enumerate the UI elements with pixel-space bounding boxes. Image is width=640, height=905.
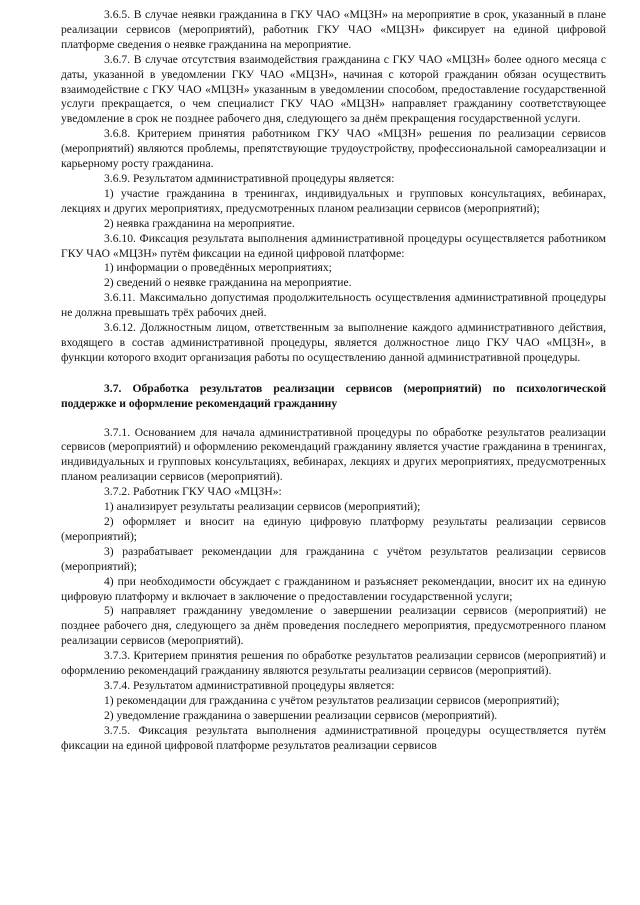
list-item-3-6-10-2: 2) сведений о неявке гражданина на мероприятие. [104,276,352,290]
paragraph-3-6-10: 3.6.10. Фиксация результата выполнения административной процедуры осуществляется работником ГКУ ЧАО «МЦЗН» путём фиксации на единой цифровой платформе: [61,231,606,260]
list-item-3-7-4-2: 2) уведомление гражданина о завершении реализации сервисов (мероприятий). [104,708,498,722]
list-item-3-6-9-1: 1) участие гражданина в тренингах, индивидуальных и групповых консультациях, вебинарах, лекциях и других мероприятиях, предусмотренных планом реализации сервисов (мероприятий); [61,186,606,215]
list-item-3-7-2-4: 4) при необходимости обсуждает с гражданином и разъясняет рекомендации, вносит их на единую цифровую платформу и включает в заключение о предоставлении государственной услуги; [61,574,606,603]
paragraph-3-6-11: 3.6.11. Максимально допустимая продолжительность осуществления административной процедуры не должна превышать трёх рабочих дней. [61,291,606,320]
paragraph-3-6-9: 3.6.9. Результатом административной процедуры является: [104,171,395,185]
list-item-3-6-10-1: 1) информации о проведённых мероприятиях; [104,261,332,275]
paragraph-3-6-5: 3.6.5. В случае неявки гражданина в ГКУ ЧАО «МЦЗН» на мероприятие в срок, указанный в плане реализации сервисов (мероприятий), работник ГКУ ЧАО «МЦЗН» фиксирует на единой цифровой платформе сведения о неявке гражданина на мероприятие. [61,8,606,51]
section-spacer [61,412,606,426]
list-item-3-7-2-2: 2) оформляет и вносит на единую цифровую платформу результаты реализации сервисов (мероприятий); [61,515,606,543]
paragraph-3-6-7: 3.6.7. В случае отсутствия взаимодействия гражданина с ГКУ ЧАО «МЦЗН» более одного месяца с даты, указанной в уведомлении ГКУ ЧАО «МЦЗН», начиная с которой гражданин обязан осуществить взаимодействие с ГКУ ЧАО «МЦЗН» указанным в уведомлении способом, предоставление государственной услуги прекращается, о чем специалист ГКУ ЧАО «МЦЗН» направляет гражданину соответствующее уведомление в срок не позднее рабочего дня, следующего за днём прекращения государственной услуги. [61,52,606,126]
paragraph-3-7-3: 3.7.3. Критерием принятия решения по обработке результатов реализации сервисов (мероприятий) и оформлению рекомендаций гражданину являются результаты реализации сервисов (мероприятий). [61,649,606,678]
list-item-3-6-9-2: 2) неявка гражданина на мероприятие. [104,216,295,230]
paragraph-3-7-2: 3.7.2. Работник ГКУ ЧАО «МЦЗН»: [104,485,282,499]
paragraph-3-7-1: 3.7.1. Основанием для начала административной процедуры по обработке результатов реализации сервисов (мероприятий) и оформлению рекомендаций гражданину является участие гражданина в тренингах, индивидуальных и групповых консультациях, вебинарах, лекциях и других мероприятиях, предусмотренных планом реализации сервисов (мероприятий). [61,425,606,484]
paragraph-3-7-5: 3.7.5. Фиксация результата выполнения административной процедуры осуществляется путём фиксации на единой цифровой платформе результатов реализации сервисов [61,723,606,752]
section-heading-3-7: 3.7. Обработка результатов реализации сервисов (мероприятий) по психологической поддержке и оформление рекомендаций гражданину [61,381,606,410]
paragraph-3-6-12: 3.6.12. Должностным лицом, ответственным за выполнение каждого административного действия, входящего в состав административной процедуры, является должностное лицо ГКУ ЧАО «МЦЗН», в функции которого входит организация работы по осуществлению данной административной процедуры. [61,321,606,364]
section-spacer [61,366,606,382]
paragraph-3-7-4: 3.7.4. Результатом административной процедуры является: [104,678,395,692]
list-item-3-7-2-5: 5) направляет гражданину уведомление о завершении реализации сервисов (мероприятий) не позднее рабочего дня, следующего за днём проведения последнего мероприятия, предусмотренного планом реализации сервисов (мероприятий). [61,604,606,648]
paragraph-3-6-8: 3.6.8. Критерием принятия работником ГКУ ЧАО «МЦЗН» решения по реализации сервисов (мероприятий) являются проблемы, препятствующие трудоустройству, профессиональной самореализации и карьерному росту гражданина. [61,127,606,171]
list-item-3-7-4-1: 1) рекомендации для гражданина с учётом результатов реализации сервисов (мероприятий); [104,693,560,707]
list-item-3-7-2-1: 1) анализирует результаты реализации сервисов (мероприятий); [104,500,421,514]
list-item-3-7-2-3: 3) разрабатывает рекомендации для гражданина с учётом результатов реализации сервисов (мероприятий); [61,544,606,573]
